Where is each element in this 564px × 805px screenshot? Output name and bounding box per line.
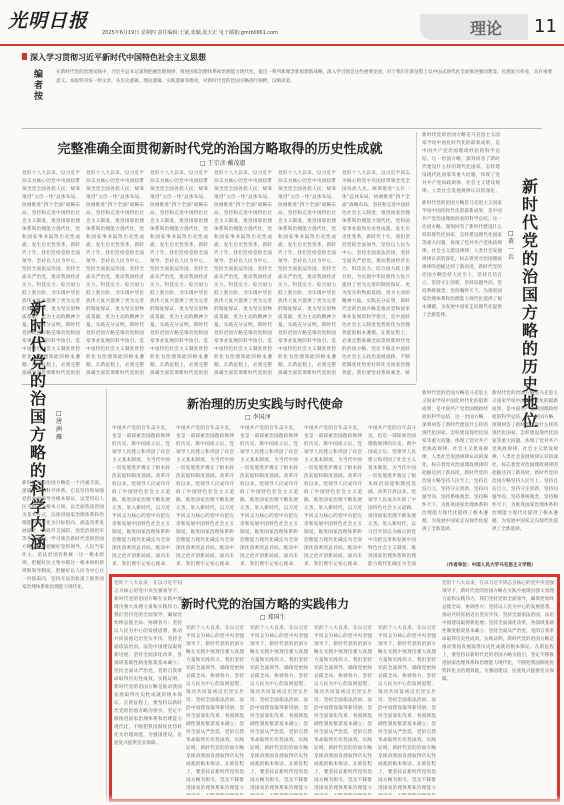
article-headline-vertical: 新时代党的治国方略的科学内涵 <box>30 299 47 552</box>
divider <box>22 128 542 129</box>
article-column: 中国共产党的百年奋斗史，也是一部探索治国理政规律的历史。新中国成立后，党领导人民建立和巩固了社会主义基本制度，为当代中国一切发展进步奠定了根本政治前提和制度基础。改革开放以来，党领导人民成功开辟了中国特色社会主义道路，推进国家治理不断发展完善。进入新时代，以习近平同志为核心的党中央把完善和发展中国特色社会主义制度、推进国家治理体系和治理能力现代化确定为全面 <box>368 426 416 567</box>
article-column: 党的十八大以来，在以习近平同志为核心的党中央坚强领导下，新时代党的治国方略在实践中展现出强大真理力量和实践伟力。我们坚持党的全面领导，确保党始终总揽全局、协调各方；坚持以人民为中心的发展思想，推动共同富裕迈出坚实步伐；坚持全面依法治国，法治中国建设取得新进展；坚持全面深化改革，各领域基础性制度框架基本确立；坚持全面从严治党，党的自我革命取得历史性成效。实践证明，新时代党的治国方略是推动我国发展取得历史性成就的根本保证。在新征程上，要坚持以新时代党的治国方略为指引，坚定不移推进国家治理体系和治理能力 <box>250 626 308 791</box>
editor-note-label: 编者按 <box>34 70 44 102</box>
column-rule <box>416 132 417 382</box>
page-fade <box>0 795 564 805</box>
section-name: 理论 <box>470 19 503 38</box>
article-column: 中国共产党的百年奋斗史，也是一部探索治国理政规律的历史。新中国成立后，党领导人民建立和巩固了社会主义基本制度，为当代中国一切发展进步奠定了根本政治前提和制度基础。改革开放以来，党领导人民成功开辟了中国特色社会主义道路，推进国家治理不断发展完善。进入新时代，以习近平同志为核心的党中央把完善和发展中国特色社会主义制度、推进国家治理体系和治理能力现代化确定为全面深化改革的总目标，推动中国之治开创新局面。面向未来，我们要牢记初心使命， <box>112 426 170 567</box>
article-column: 党的十八大以来，以习近平同志为核心的党中央团结带领全党全国各族人民，统筹推进“五位一体”总体布局，协调推进“四个全面”战略布局，坚持和完善中国特色社会主义制度，推进国家治理体系和治理能力现代化，党和国家事业取得历史性成就、发生历史性变革。新时代十年，我们坚持党的全面领导，坚持以人民为中心，坚持全面依法治国，坚持全面从严治党，推动我国经济实力、科技实力、综合国力跃上新台阶，为实现中华民族伟大复兴提供了更为完善的制度保证、更为坚实的物质基础、更为主动的精神力量。实践充分证明，新时代党的治国方略是推动党和国家事业发展的科学指引，是中国特色社会主义制度优势转化为治理效能的根本遵循。在新征程上，必须完整准确全面贯彻新时代党的治 <box>150 171 208 376</box>
article-headline-vertical: 新时代党的治国方略的历史地位 <box>522 177 539 430</box>
masthead-rule <box>0 44 564 46</box>
article-column: 党的十八大以来，以习近平同志为核心的党中央团结带领全党全国各族人民，统筹推进“五位一体”总体布局，协调推进“四个全面”战略布局，坚持和完善中国特色社会主义制度，推进国家治理体系和治理能力现代化，党和国家事业取得历史性成就、发生历史性变革。新时代十年，我们坚持党的全面领导，坚持以人民为中心，坚持全面依法治国，坚持全面从严治党，推动我国经济实力、科技实力、综合国力跃上新台阶，为实现中华民族伟大复兴提供了更为完善的制度保证、更为坚实的物质基础、更为主动的精神力量。实践充分证明，新时代党的治国方略是推动党和国家事业发展的科学指引，是中国特色社会主义制度优势转化为治理效能的根本遵循。在新征程上，必须完整准确全面贯彻新时代党的治 <box>22 171 80 376</box>
article-column: 中国共产党的百年奋斗史，也是一部探索治国理政规律的历史。新中国成立后，党领导人民建立和巩固了社会主义基本制度，为当代中国一切发展进步奠定了根本政治前提和制度基础。改革开放以来，党领导人民成功开辟了中国特色社会主义道路，推进国家治理不断发展完善。进入新时代，以习近平同志为核心的党中央把完善和发展中国特色社会主义制度、推进国家治理体系和治理能力现代化确定为全面深化改革的总目标，推动中国之治开创新局面。面向未来，我们要牢记初心使命， <box>304 426 362 567</box>
article-column: 新时代党的治国方略是一个内涵丰富、逻辑严密的科学体系。它以坚持和加强党的全面领导为根本保证，以坚持以人民为中心为根本立场，以全面依法治国为基本方式，以推进国家治理体系和治理能力现代化为目标指向，涵盖改革发展稳定、内政外交国防、治党治国治军等各个方面。学习领会新时代党的治国方略，必须把握好党的领导、人民当家作主、依法治国有机统一这一根本原则，把握好民主集中制这一根本组织原则和领导制度，把握好以人民为中心这一价值取向，坚持在法治轨道上推进国家治理体系和治理能力现代化。 <box>22 481 104 590</box>
article-column: 新时代党的治国方略是马克思主义国家学说中国化时代化的最新成果，是中国共产党治国理政经验的科学总结。这一治国方略，深刻回答了新时代建设什么样的现代化国家、怎样建设现代化国家等重大问题，体现了党对共产党执政规律、社会主义建设规律、人类社会发展规律认识的深化，标志着党对治国理政规律的把握达到了新高度。新时代党的治国方略坚持人民至上，坚持自信自立，坚持守正创新，坚持问题导向，坚持系统观念，坚持胸怀天下，为推进国家治理体系和治理能力现代化提供了根本遵循，为发展中国家走向现代化提供了全新选择。 <box>422 201 502 318</box>
kicker: 深入学习贯彻习近平新时代中国特色社会主义思想 <box>30 53 206 62</box>
article-column: 新时代党的治国方略是马克思主义国家学说中国化时代化的最新成果，是中国共产党治国理政经验的科学总结。这一治国方略，深刻回答了新时代建设什么样的现代化国家、怎样建设现代化国家等重大问题，体现了党对共产党执政规律、社会主义建设规律、人类社会发展规律认识的深化，标志着党对治国理政规律的把握达到了新高度。新时代党的治国方略坚持人民至上，坚持自信自立，坚持守正创新，坚持问题导向，坚持系统观念，坚持胸怀天下，为推进国家治理体系和治理能力现代化提供了根本遵循，为发展中国家走向现代化提供了全新选择。 <box>492 391 558 532</box>
article-column: 党的十八大以来，以习近平同志为核心的党中央团结带领全党全国各族人民，统筹推进“五位一体”总体布局，协调推进“四个全面”战略布局，坚持和完善中国特色社会主义制度，推进国家治理体系和治理能力现代化，党和国家事业取得历史性成就、发生历史性变革。新时代十年，我们坚持党的全面领导，坚持以人民为中心，坚持全面依法治国，坚持全面从严治党，推动我国经济实力、科技实力、综合国力跃上新台阶，为实现中华民族伟大复兴提供了更为完善的制度保证、更为坚实的物质基础、更为主动的精神力量。实践充分证明，新时代党的治国方略是推动党和国家事业发展的科学指引，是中国特色社会主义制度优势转化为治理效能的根本遵循。在新征程上，必须完整准确全面贯彻新时代党的治 <box>86 171 144 376</box>
article-column: 党的十八大以来，在以习近平同志为核心的党中央坚强领导下，新时代党的治国方略在实践中展现出强大真理力量和实践伟力。我们坚持党的全面领导，确保党始终总揽全局、协调各方；坚持以人民为中心的发展思想，推动共同富裕迈出坚实步伐；坚持全面依法治国，法治中国建设取得新进展；坚持全面深化改革，各领域基础性制度框架基本确立；坚持全面从严治党，党的自我革命取得历史性成效。实践证明，新时代党的治国方略是推动我国发展取得历史性成就的根本保证。在新征程上，要坚持以新时代党的治国方略为指引，坚定不移推进国家治理体系和治理能力现代化，不断把我国制度优势转化为治理效能，为强国建设、民族复兴提供坚实保障。 <box>442 581 554 682</box>
article-headline: 新治理的历史实践与时代使命 <box>186 397 343 411</box>
article-column: 党的十八大以来，在以习近平同志为核心的党中央坚强领导下，新时代党的治国方略在实践中展现出强大真理力量和实践伟力。我们坚持党的全面领导，确保党始终总揽全局、协调各方；坚持以人民为中心的发展思想，推动共同富裕迈出坚实步伐；坚持全面依法治国，法治中国建设取得新进展；坚持全面深化改革，各领域基础性制度框架基本确立；坚持全面从严治党，党的自我革命取得历史性成效。实践证明，新时代党的治国方略是推动我国发展取得历史性成就的根本保证。在新征程上，要坚持以新时代党的治国方略为指引，坚定不移推进国家治理体系和治理能力现代化，不断把我国制度优势转化为治理效能，为强国建设、民族复兴提供坚实保障。 <box>114 581 182 746</box>
dateline: 2025年6月19日 星期四 责任编辑:王斌,张颖,夏天正 电子邮箱:gmrbllll61.com <box>102 30 279 36</box>
newspaper-logo: 光明日报 <box>8 10 89 32</box>
article-byline: □ 李国泽 <box>245 414 271 421</box>
editor-note: 在新时代党的治理实践中，习近平总书记深刻把握治理规律，推进国家治理体系和治理能力现代化，提出一系列新理念新思想新战略。深入学习领会这些重要论述，对于我们在新征程上以中国式现代化全面推进强国建设、民族复兴伟业，具有重要意义。本版特刊发一组文章，从历史逻辑、理论逻辑、实践逻辑等维度，对新时代党的治国方略进行阐释，以飨读者。 <box>56 70 553 85</box>
kicker-marker-icon <box>22 53 27 60</box>
article-column: 新时代党的治国方略是马克思主义国家学说中国化时代化的最新成果，是中国共产党治国理政经验的科学总结。这一治国方略，深刻回答了新时代建设什么样的现代化国家、怎样建设现代化国家等重大问题，体现了党对共产党执政规律、社会主义建设规律、人类社会发展规律认识的深化，标志着党对治国理政规律的把握达到了新高度。新时代党的治国方略坚持人民至上，坚持自信自立，坚持守正创新，坚持问题导向，坚持系统观念，坚持胸怀天下，为推进国家治理体系和治理能力现代化提供了根本遵循，为发展中国家走向现代化提供了全新选择。 <box>422 391 488 532</box>
column-rule <box>106 388 107 802</box>
article-column: 党的十八大以来，以习近平同志为核心的党中央团结带领全党全国各族人民，统筹推进“五位一体”总体布局，协调推进“四个全面”战略布局，坚持和完善中国特色社会主义制度，推进国家治理体系和治理能力现代化，党和国家事业取得历史性成就、发生历史性变革。新时代十年，我们坚持党的全面领导，坚持以人民为中心，坚持全面依法治国，坚持全面从严治党，推动我国经济实力、科技实力、综合国力跃上新台阶，为实现中华民族伟大复兴提供了更为完善的制度保证、更为坚实的物质基础、更为主动的精神力量。实践充分证明，新时代党的治国方略是推动党和国家事业发展的科学指引，是中国特色社会主义制度优势转化为治理效能的根本遵循。在新征程上，必须完整准确全面贯彻新时代党的治国方略，坚定不移走中国特色社会主义政治发展道路，不断把制度优势更好转化为国家治理效能。我们要坚持系统观念，统 <box>342 171 410 376</box>
article-column: 党的十八大以来，以习近平同志为核心的党中央团结带领全党全国各族人民，统筹推进“五位一体”总体布局，协调推进“四个全面”战略布局，坚持和完善中国特色社会主义制度，推进国家治理体系和治理能力现代化，党和国家事业取得历史性成就、发生历史性变革。新时代十年，我们坚持党的全面领导，坚持以人民为中心，坚持全面依法治国，坚持全面从严治党，推动我国经济实力、科技实力、综合国力跃上新台阶，为实现中华民族伟大复兴提供了更为完善的制度保证、更为坚实的物质基础、更为主动的精神力量。实践充分证明，新时代党的治国方略是推动党和国家事业发展的科学指引，是中国特色社会主义制度优势转化为治理效能的根本遵循。在新征程上，必须完整准确全面贯彻新时代党的治 <box>278 171 336 376</box>
article-byline: □ 黄 一 兵 <box>508 230 515 261</box>
article-column: 中国共产党的百年奋斗史，也是一部探索治国理政规律的历史。新中国成立后，党领导人民建立和巩固了社会主义基本制度，为当代中国一切发展进步奠定了根本政治前提和制度基础。改革开放以来，党领导人民成功开辟了中国特色社会主义道路，推进国家治理不断发展完善。进入新时代，以习近平同志为核心的党中央把完善和发展中国特色社会主义制度、推进国家治理体系和治理能力现代化确定为全面深化改革的总目标，推动中国之治开创新局面。面向未来，我们要牢记初心使命， <box>176 426 234 567</box>
author-affiliation: （作者单位：中国人民大学马克思主义学院） <box>444 563 536 568</box>
article-byline: □ 王宗彦·戴茂惠 <box>200 160 246 167</box>
article-headline: 完整准确全面贯彻新时代党的治国方略取得的历史性成就 <box>57 142 383 157</box>
article-column: 党的十八大以来，在以习近平同志为核心的党中央坚强领导下，新时代党的治国方略在实践中展现出强大真理力量和实践伟力。我们坚持党的全面领导，确保党始终总揽全局、协调各方；坚持以人民为中心的发展思想，推动共同富裕迈出坚实步伐；坚持全面依法治国，法治中国建设取得新进展；坚持全面深化改革，各领域基础性制度框架基本确立；坚持全面从严治党，党的自我革命取得历史性成效。实践证明，新时代党的治国方略是推动我国发展取得历史性成就的根本保证。在新征程上，要坚持以新时代党的治国方略为指引，坚定不移推进国家治理体系和治理能力 <box>314 626 372 791</box>
article-column: 党的十八大以来，以习近平同志为核心的党中央团结带领全党全国各族人民，统筹推进“五位一体”总体布局，协调推进“四个全面”战略布局，坚持和完善中国特色社会主义制度，推进国家治理体系和治理能力现代化，党和国家事业取得历史性成就、发生历史性变革。新时代十年，我们坚持党的全面领导，坚持以人民为中心，坚持全面依法治国，坚持全面从严治党，推动我国经济实力、科技实力、综合国力跃上新台阶，为实现中华民族伟大复兴提供了更为完善的制度保证、更为坚实的物质基础、更为主动的精神力量。实践充分证明，新时代党的治国方略是推动党和国家事业发展的科学指引，是中国特色社会主义制度优势转化为治理效能的根本遵循。在新征程上，必须完整准确全面贯彻新时代党的治 <box>214 171 272 376</box>
article-column: 党的十八大以来，在以习近平同志为核心的党中央坚强领导下，新时代党的治国方略在实践中展现出强大真理力量和实践伟力。我们坚持党的全面领导，确保党始终总揽全局、协调各方；坚持以人民为中心的发展思想，推动共同富裕迈出坚实步伐；坚持全面依法治国，法治中国建设取得新进展；坚持全面深化改革，各领域基础性制度框架基本确立；坚持全面从严治党，党的自我革命取得历史性成效。实践证明，新时代党的治国方略是推动我国发展取得历史性成就的根本保证。在新征程上，要坚持以新时代党的治国方略为指引，坚定不移推进国家治理体系和治理能力 <box>378 626 436 791</box>
article-byline: □ 郑国生 <box>260 614 286 621</box>
article-column: 党的十八大以来，在以习近平同志为核心的党中央坚强领导下，新时代党的治国方略在实践中展现出强大真理力量和实践伟力。我们坚持党的全面领导，确保党始终总揽全局、协调各方；坚持以人民为中心的发展思想，推动共同富裕迈出坚实步伐；坚持全面依法治国，法治中国建设取得新进展；坚持全面深化改革，各领域基础性制度框架基本确立；坚持全面从严治党，党的自我革命取得历史性成效。实践证明，新时代党的治国方略是推动我国发展取得历史性成就的根本保证。在新征程上，要坚持以新时代党的治国方略为指引，坚定不移推进国家治理体系和治理能力 <box>186 626 244 791</box>
article-column: 中国共产党的百年奋斗史，也是一部探索治国理政规律的历史。新中国成立后，党领导人民建立和巩固了社会主义基本制度，为当代中国一切发展进步奠定了根本政治前提和制度基础。改革开放以来，党领导人民成功开辟了中国特色社会主义道路，推进国家治理不断发展完善。进入新时代，以习近平同志为核心的党中央把完善和发展中国特色社会主义制度、推进国家治理体系和治理能力现代化确定为全面深化改革的总目标，推动中国之治开创新局面。面向未来，我们要牢记初心使命， <box>240 426 298 567</box>
page-number: 11 <box>534 16 557 37</box>
article-byline: □ 唐洲雁 <box>56 410 63 441</box>
article-headline: 新时代党的治国方略的实践伟力 <box>180 597 349 611</box>
masthead <box>0 0 564 44</box>
article-column: 新时代党的治国方略是马克思主义国家学说中国化时代化的最新成果，是中国共产党治国理政经验的科学总结。这一治国方略，深刻回答了新时代建设什么样的现代化国家、怎样建设现代化国家等重大问题，体现了党对共产党执政规律、社会主义建设规律、人类社会发展规律认识的深化， <box>422 133 500 194</box>
divider <box>22 384 416 385</box>
